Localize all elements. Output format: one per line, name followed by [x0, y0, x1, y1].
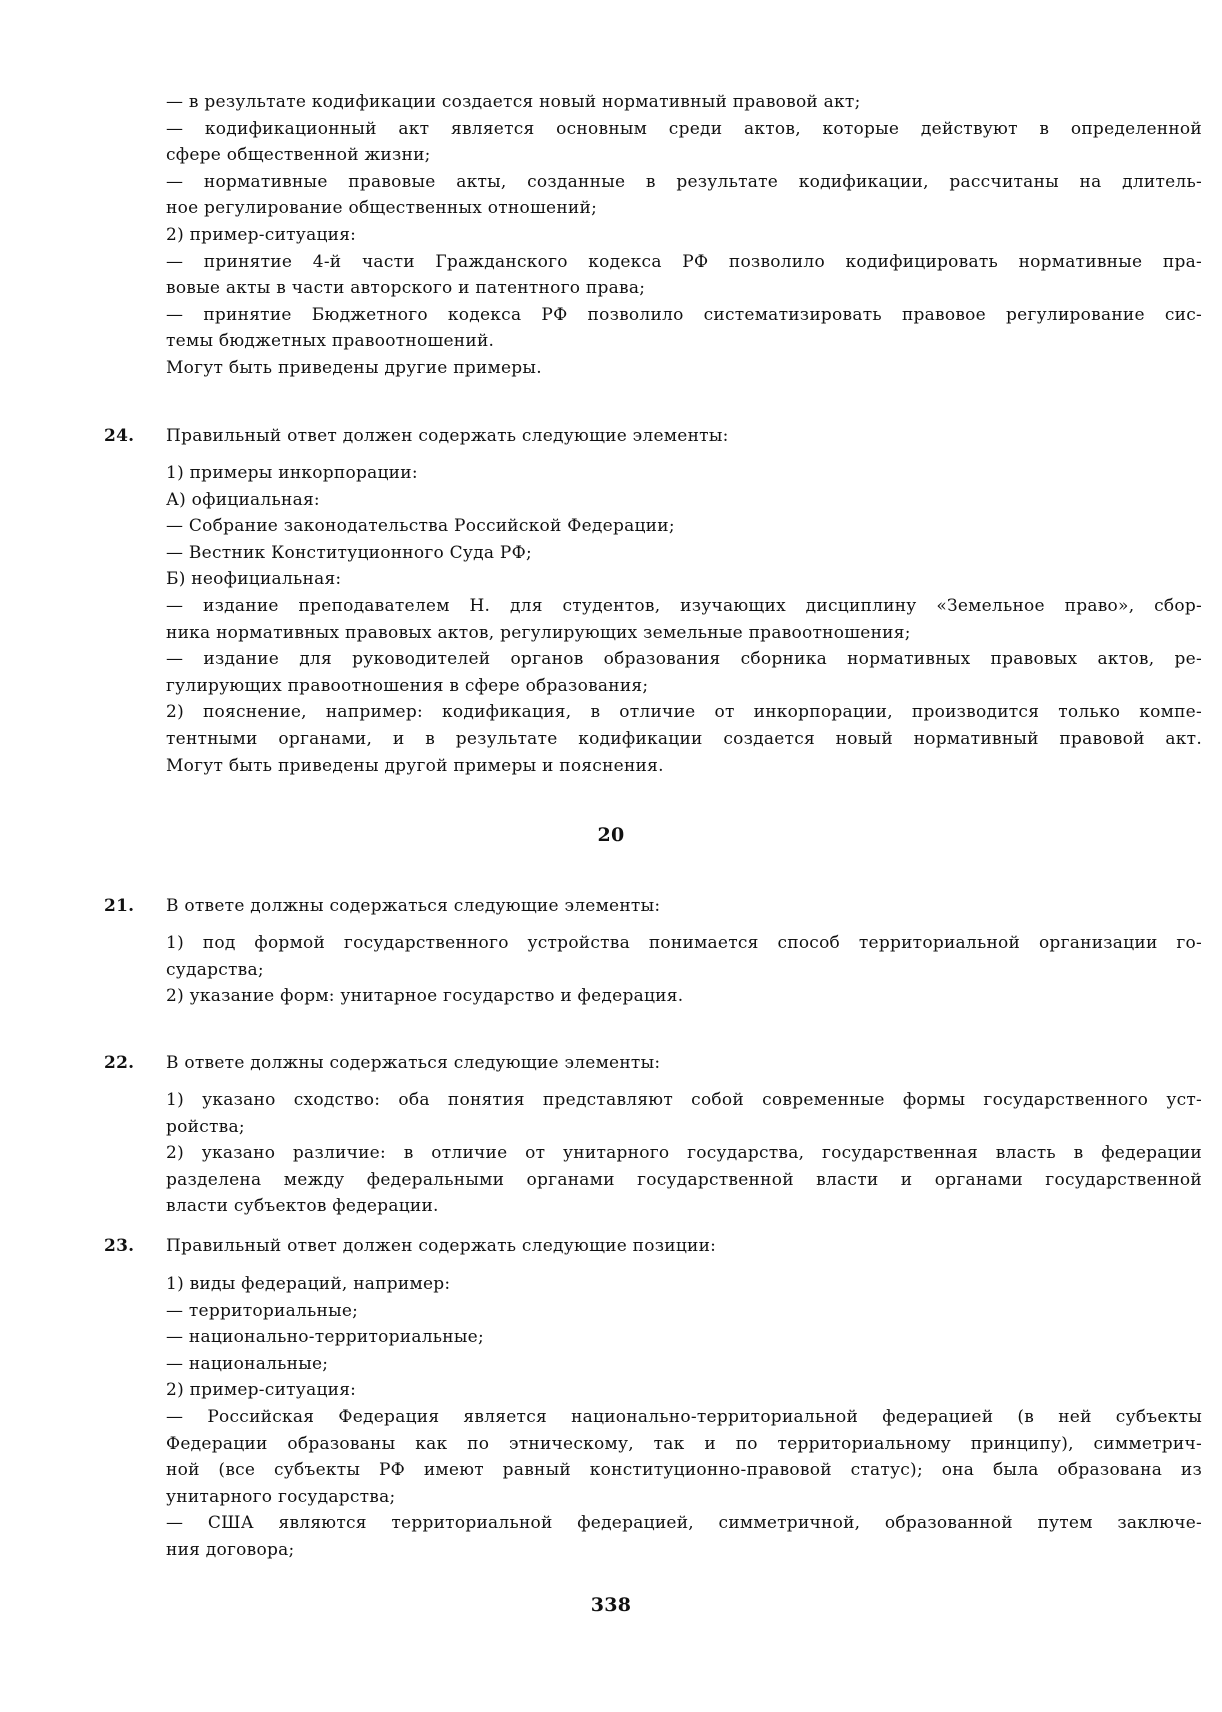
question-24-number: 24. [104, 426, 135, 446]
question-24-answer [166, 460, 1202, 779]
text-line: — издание преподавателем Н. для студентов, изучающих дисциплину «Земельное право», сбор- [166, 595, 1202, 616]
text-line: ной (все субъекты РФ имеют равный конституционно-правовой статус); она была образована из [166, 1460, 1202, 1481]
text-line: 2) пояснение, например: кодификация, в отличие от инкорпорации, производится только компе- [166, 702, 1202, 723]
question-21-heading [166, 893, 1202, 920]
text-line: ния договора; [166, 1539, 295, 1560]
text-line: Могут быть приведены другие примеры. [166, 357, 542, 378]
heading-text: В ответе должны содержаться следующие элементы: [166, 1053, 661, 1073]
text-line: 2) указание форм: унитарное государство и федерация. [166, 986, 684, 1007]
text-line: — в результате кодификации создается новый нормативный правовой акт; [166, 92, 861, 112]
text-line: — Вестник Конституционного Суда РФ; [166, 542, 532, 563]
text-line: 1) виды федераций, например: [166, 1274, 451, 1294]
text-line: — принятие Бюджетного кодекса РФ позволило систематизировать правовое регулирование сис- [166, 304, 1202, 325]
text-line: Б) неофициальная: [166, 569, 342, 590]
heading-text: Правильный ответ должен содержать следующие элементы: [166, 426, 729, 446]
question-23-heading [166, 1233, 1202, 1260]
question-23-number: 23. [104, 1236, 135, 1256]
text-line: сфере общественной жизни; [166, 145, 431, 166]
heading-text: Правильный ответ должен содержать следующие позиции: [166, 1236, 717, 1256]
text-line: Федерации образованы как по этническому, так и по территориальному принципу), симметрич- [166, 1433, 1202, 1454]
text-line: — издание для руководителей органов образования сборника нормативных правовых актов, ре- [166, 649, 1202, 670]
text-line: унитарного государства; [166, 1486, 396, 1507]
text-line: ника нормативных правовых актов, регулирующих земельные правоотношения; [166, 622, 911, 643]
text-line: — принятие 4-й части Гражданского кодекса РФ позволило кодифицировать нормативные пра- [166, 251, 1202, 272]
text-line: ное регулирование общественных отношений; [166, 198, 598, 219]
question-22-heading [166, 1050, 1202, 1077]
text-line: 2) пример-ситуация: [166, 1380, 357, 1401]
text-line: 1) примеры инкорпорации: [166, 463, 418, 483]
text-line: 1) под формой государственного устройства понимается способ территориальной организации го- [166, 933, 1202, 953]
text-line: сударства; [166, 959, 264, 980]
text-line: 1) указано сходство: оба понятия представляют собой современные формы государственного уст- [166, 1090, 1202, 1110]
heading-text: В ответе должны содержаться следующие элементы: [166, 896, 661, 916]
text-line: — кодификационный акт является основным среди актов, которые действуют в определенной [166, 118, 1202, 139]
text-line: — Собрание законодательства Российской Федерации; [166, 516, 675, 537]
text-line: темы бюджетных правоотношений. [166, 331, 495, 352]
top-continuation-block [166, 89, 1202, 382]
question-24-heading [166, 423, 1202, 450]
question-21-answer [166, 930, 1202, 1010]
text-line: ройства; [166, 1116, 245, 1137]
text-line: 2) пример-ситуация: [166, 224, 357, 245]
text-line: — национальные; [166, 1353, 329, 1374]
text-line: Могут быть приведены другой примеры и пояснения. [166, 755, 664, 776]
text-line: 2) указано различие: в отличие от унитарного государства, государственная власть в федерации [166, 1143, 1202, 1164]
text-line: — нормативные правовые акты, созданные в результате кодификации, рассчитаны на длитель- [166, 171, 1202, 192]
text-line: вовые акты в части авторского и патентного права; [166, 278, 646, 299]
text-line: — территориальные; [166, 1300, 359, 1321]
question-22-answer [166, 1087, 1202, 1220]
text-line: разделена между федеральными органами государственной власти и органами государственной [166, 1169, 1202, 1190]
variant-number: 20 [597, 824, 625, 846]
text-line: — национально-территориальные; [166, 1327, 484, 1348]
text-line: власти субъектов федерации. [166, 1196, 439, 1217]
page-number: 338 [590, 1594, 632, 1616]
text-line: — Российская Федерация является национально-территориальной федерацией (в ней субъекты [166, 1406, 1202, 1427]
question-21-number: 21. [104, 896, 135, 916]
question-22-number: 22. [104, 1053, 135, 1073]
text-line: — США являются территориальной федерацией, симметричной, образованной путем заключе- [166, 1513, 1202, 1534]
text-line: А) официальная: [166, 489, 320, 510]
question-23-answer [166, 1271, 1202, 1564]
text-line: гулирующих правоотношения в сфере образования; [166, 675, 649, 696]
text-line: тентными органами, и в результате кодификации создается новый нормативный правовой акт. [166, 728, 1202, 749]
